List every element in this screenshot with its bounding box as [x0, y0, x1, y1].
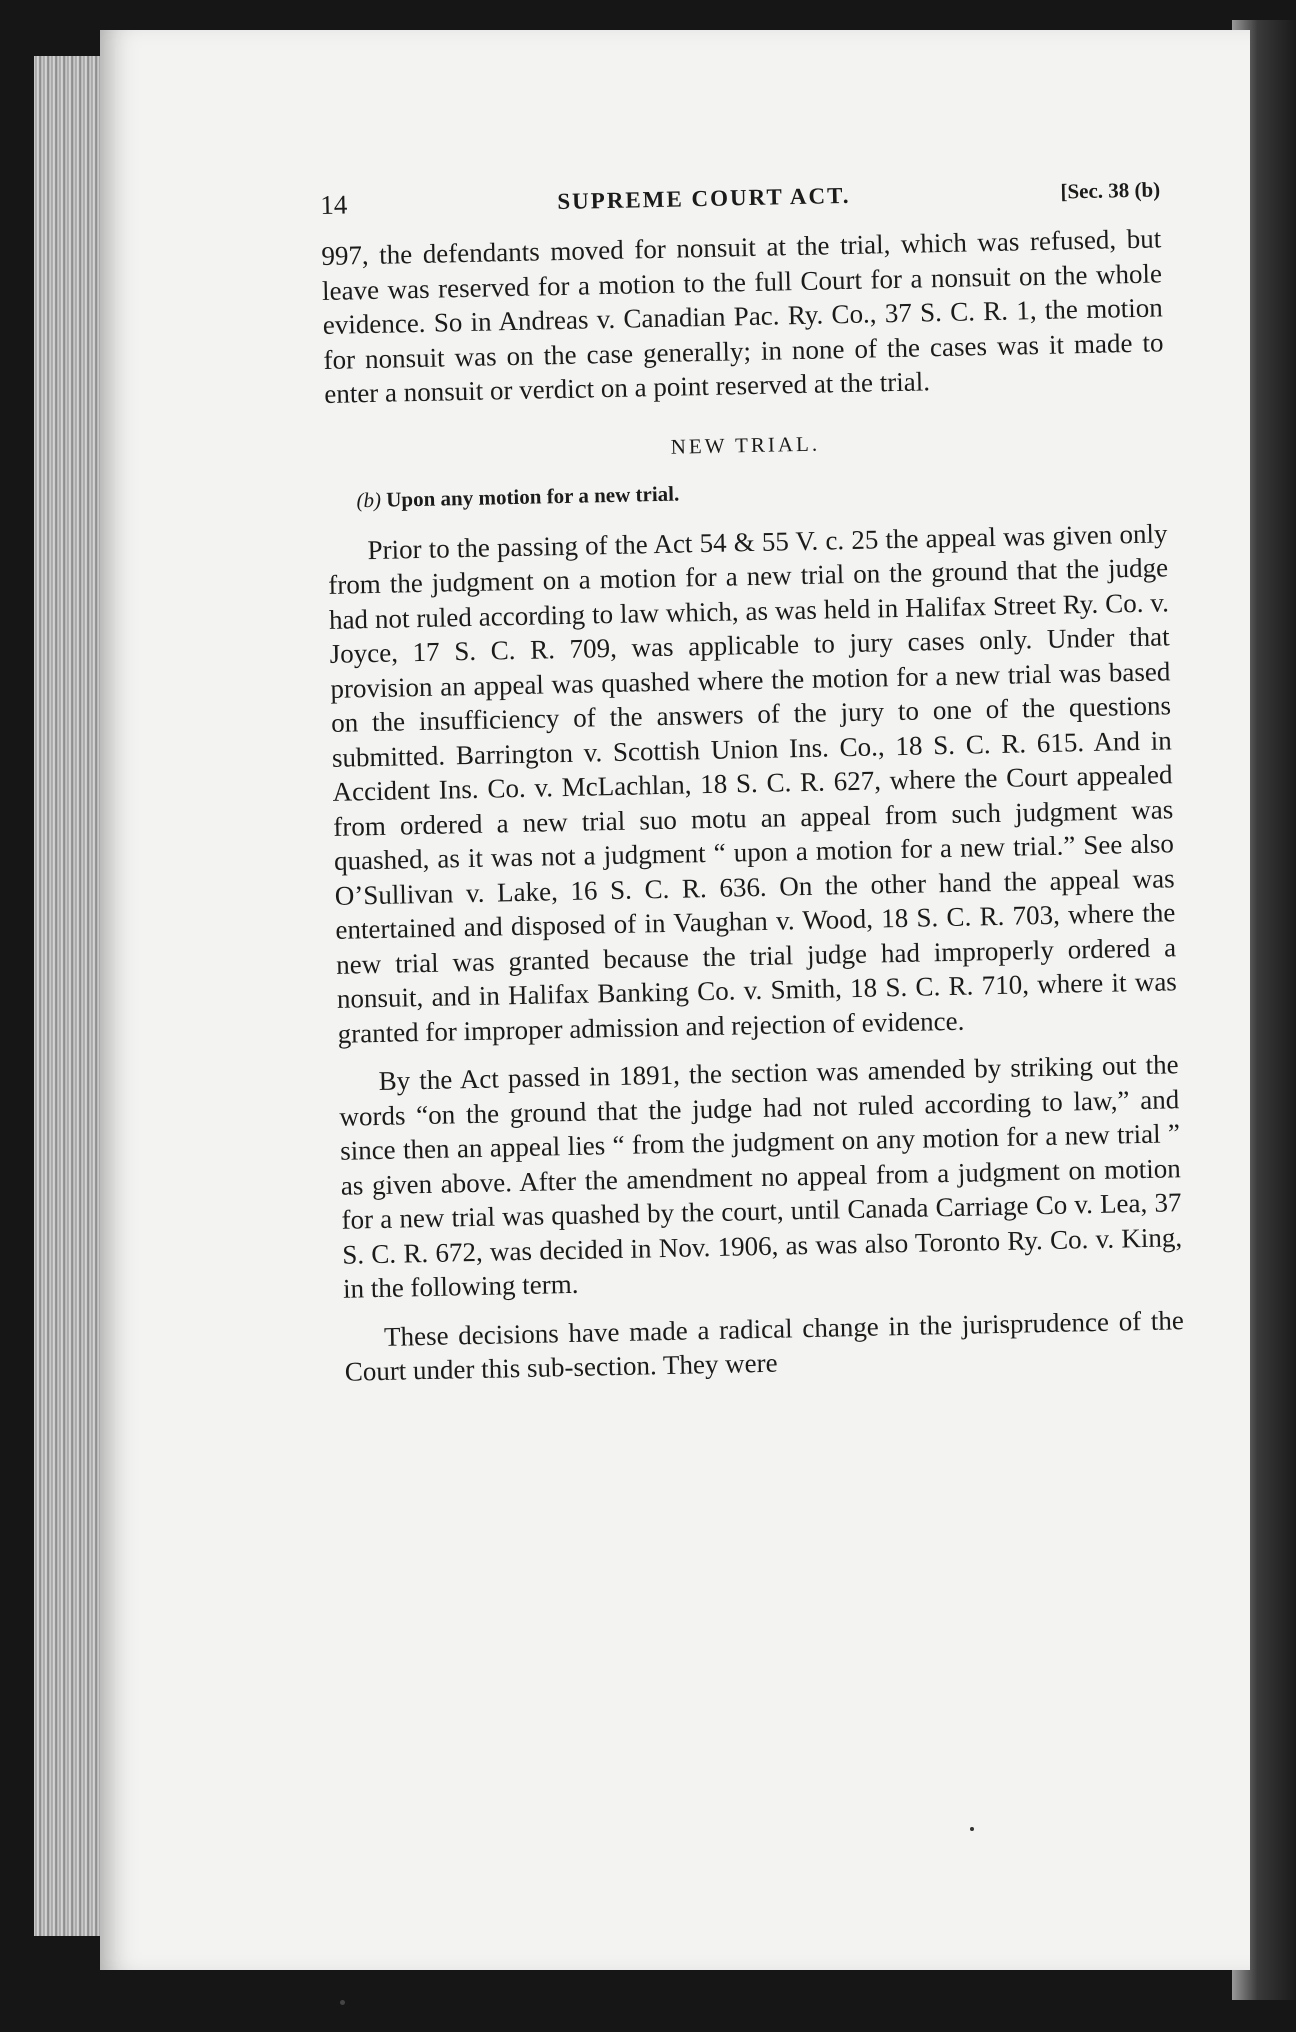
paragraph: Prior to the passing of the Act 54 & 55 V. c. 25 the appeal was given only from the judgment on a motion for a new trial on the ground that the judge had not ruled according to law which, as was held in Halifax Street Ry. Co. v. Joyce, 17 S. C. R. 709, was applicable to jury cases only. Under that provision an appeal was quashed where the motion for a new trial was based on the insufficiency of the answers of the jury to one of the questions submitted. Barrington v. Scottish Union Ins. Co., 18 S. C. R. 615. And in Accident Ins. Co. v. McLachlan, 18 S. C. R. 627, where the Court appealed from ordered a new trial suo motu an appeal from such judgment was quashed, as it was not a judgment “ upon a motion for a new trial.” See also O’Sullivan v. Lake, 16 S. C. R. 636. On the other hand the appeal was entertained and disposed of in Vaughan v. Wood, 18 S. C. R. 703, where the new trial was granted because the trial judge had improperly ordered a nonsuit, and in Halifax Banking Co. v. Smith, 18 S. C. R. 710, where it was granted for improper admission and rejection of evidence.: [327, 517, 1178, 1049]
paragraph: These decisions have made a radical change in the jurisprudence of the Court under this sub-section. They were: [344, 1304, 1185, 1387]
subsection-text: Upon any motion for a new trial.: [385, 481, 680, 512]
page-content: [320, 172, 1185, 1389]
section-heading: NEW TRIAL.: [670, 431, 821, 459]
subsection-heading: [356, 471, 1166, 513]
ink-speck: [970, 1827, 974, 1831]
paragraph-continuation: 997, the defendants moved for nonsuit at the trial, which was refused, but leave was reserved for a motion to the full Court for a nonsuit on the whole evidence. So in Andreas v. Canadian Pac. Ry. Co., 37 S. C. R. 1, the motion for nonsuit was on the case generally; in none of the cases was it made to enter a nonsuit or verdict on a point reserved at the trial.: [321, 223, 1164, 409]
paragraph: By the Act passed in 1891, the section was amended by striking out the words “on the ground that the judge had not ruled according to law,” and since then an appeal lies “ from the judgment on any motion for a new trial ” as given above. After the amendment no appeal from a judgment on motion for a new trial was quashed by the court, until Canada Carriage Co v. Lea, 37 S. C. R. 672, was decided in Nov. 1906, as was also Toronto Ry. Co. v. King, in the following term.: [339, 1049, 1183, 1304]
ink-speck: [340, 2000, 345, 2005]
page-number: 14: [320, 189, 348, 220]
section-reference: [Sec. 38 (b): [1060, 177, 1161, 204]
running-title: SUPREME COURT ACT.: [557, 182, 851, 215]
subsection-marker: (b): [356, 487, 382, 512]
